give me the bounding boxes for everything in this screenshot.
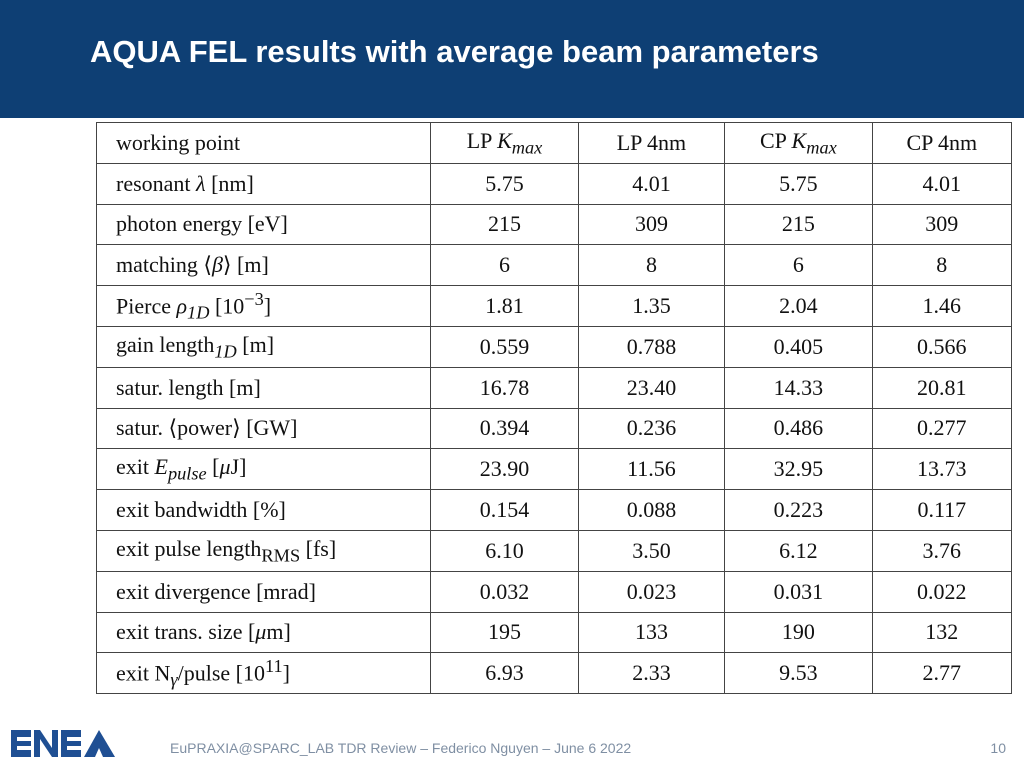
cell-value: 309 — [872, 204, 1011, 245]
row-label: satur. length [m] — [97, 367, 431, 408]
cell-value: 0.088 — [578, 490, 724, 531]
cell-value: 215 — [725, 204, 872, 245]
cell-value: 0.031 — [725, 571, 872, 612]
cell-value: 3.76 — [872, 530, 1011, 571]
cell-value: 5.75 — [725, 163, 872, 204]
table-row — [97, 530, 1012, 571]
header-cp-4nm: CP 4nm — [872, 123, 1011, 164]
cell-value: 13.73 — [872, 449, 1011, 490]
cell-value: 6 — [431, 245, 578, 286]
cell-value: 0.032 — [431, 571, 578, 612]
cell-value: 1.81 — [431, 286, 578, 327]
header-working-point: working point — [97, 123, 431, 164]
header-cp-kmax: CP $K_{max}$ — [725, 123, 872, 164]
cell-value: 0.236 — [578, 408, 724, 449]
cell-value: 132 — [872, 612, 1011, 653]
cell-value: 309 — [578, 204, 724, 245]
cell-value: 2.33 — [578, 653, 724, 694]
table-row — [97, 571, 1012, 612]
cell-value: 1.46 — [872, 286, 1011, 327]
table-row — [97, 204, 1012, 245]
row-label: exit trans. size [μm] — [97, 612, 431, 653]
table-row — [97, 326, 1012, 367]
cell-value: 0.223 — [725, 490, 872, 531]
table-row — [97, 449, 1012, 490]
slide-title: AQUA FEL results with average beam parameters — [90, 34, 819, 69]
cell-value: 0.566 — [872, 326, 1011, 367]
row-label: satur. ⟨power⟩ [GW] — [97, 408, 431, 449]
page-number: 10 — [990, 740, 1006, 756]
cell-value: 3.50 — [578, 530, 724, 571]
cell-value: 23.90 — [431, 449, 578, 490]
cell-value: 2.04 — [725, 286, 872, 327]
cell-value: 0.486 — [725, 408, 872, 449]
table-row — [97, 490, 1012, 531]
table-row — [97, 245, 1012, 286]
cell-value: 14.33 — [725, 367, 872, 408]
results-table — [96, 122, 1012, 694]
cell-value: 1.35 — [578, 286, 724, 327]
cell-value: 0.788 — [578, 326, 724, 367]
row-label: exit $N_\gamma$/pulse $[10^{11}]$ — [97, 653, 431, 694]
table-row — [97, 286, 1012, 327]
cell-value: 195 — [431, 612, 578, 653]
cell-value: 9.53 — [725, 653, 872, 694]
cell-value: 6.12 — [725, 530, 872, 571]
cell-value: 4.01 — [872, 163, 1011, 204]
cell-value: 8 — [578, 245, 724, 286]
row-label: exit $E_{pulse}$ [μJ] — [97, 449, 431, 490]
table-row — [97, 653, 1012, 694]
cell-value: 215 — [431, 204, 578, 245]
cell-value: 5.75 — [431, 163, 578, 204]
cell-value: 6 — [725, 245, 872, 286]
header-lp-kmax: LP $K_{max}$ — [431, 123, 578, 164]
row-label: gain length$_{1D}$ [m] — [97, 326, 431, 367]
cell-value: 0.559 — [431, 326, 578, 367]
row-label: resonant λ [nm] — [97, 163, 431, 204]
table-header-row — [97, 123, 1012, 164]
cell-value: 0.117 — [872, 490, 1011, 531]
cell-value: 133 — [578, 612, 724, 653]
table-row — [97, 612, 1012, 653]
row-label: exit divergence [mrad] — [97, 571, 431, 612]
header-lp-4nm: LP 4nm — [578, 123, 724, 164]
cell-value: 0.154 — [431, 490, 578, 531]
cell-value: 11.56 — [578, 449, 724, 490]
cell-value: 190 — [725, 612, 872, 653]
cell-value: 0.394 — [431, 408, 578, 449]
cell-value: 16.78 — [431, 367, 578, 408]
cell-value: 2.77 — [872, 653, 1011, 694]
footer-text: EuPRAXIA@SPARC_LAB TDR Review – Federico Nguyen – June 6 2022 — [170, 740, 632, 756]
cell-value: 0.023 — [578, 571, 724, 612]
row-label: exit bandwidth [%] — [97, 490, 431, 531]
cell-value: 6.10 — [431, 530, 578, 571]
cell-value: 0.277 — [872, 408, 1011, 449]
cell-value: 0.405 — [725, 326, 872, 367]
cell-value: 20.81 — [872, 367, 1011, 408]
cell-value: 0.022 — [872, 571, 1011, 612]
cell-value: 23.40 — [578, 367, 724, 408]
table-row — [97, 408, 1012, 449]
table-row — [97, 163, 1012, 204]
row-label: matching ⟨β⟩ [m] — [97, 245, 431, 286]
cell-value: 6.93 — [431, 653, 578, 694]
table-row — [97, 367, 1012, 408]
row-label: exit pulse length$_{RMS}$ [fs] — [97, 530, 431, 571]
row-label: Pierce $\rho_{1D}$ $[10^{-3}]$ — [97, 286, 431, 327]
title-bar — [0, 0, 1024, 118]
cell-value: 32.95 — [725, 449, 872, 490]
row-label: photon energy [eV] — [97, 204, 431, 245]
cell-value: 8 — [872, 245, 1011, 286]
enea-logo — [11, 729, 119, 759]
cell-value: 4.01 — [578, 163, 724, 204]
